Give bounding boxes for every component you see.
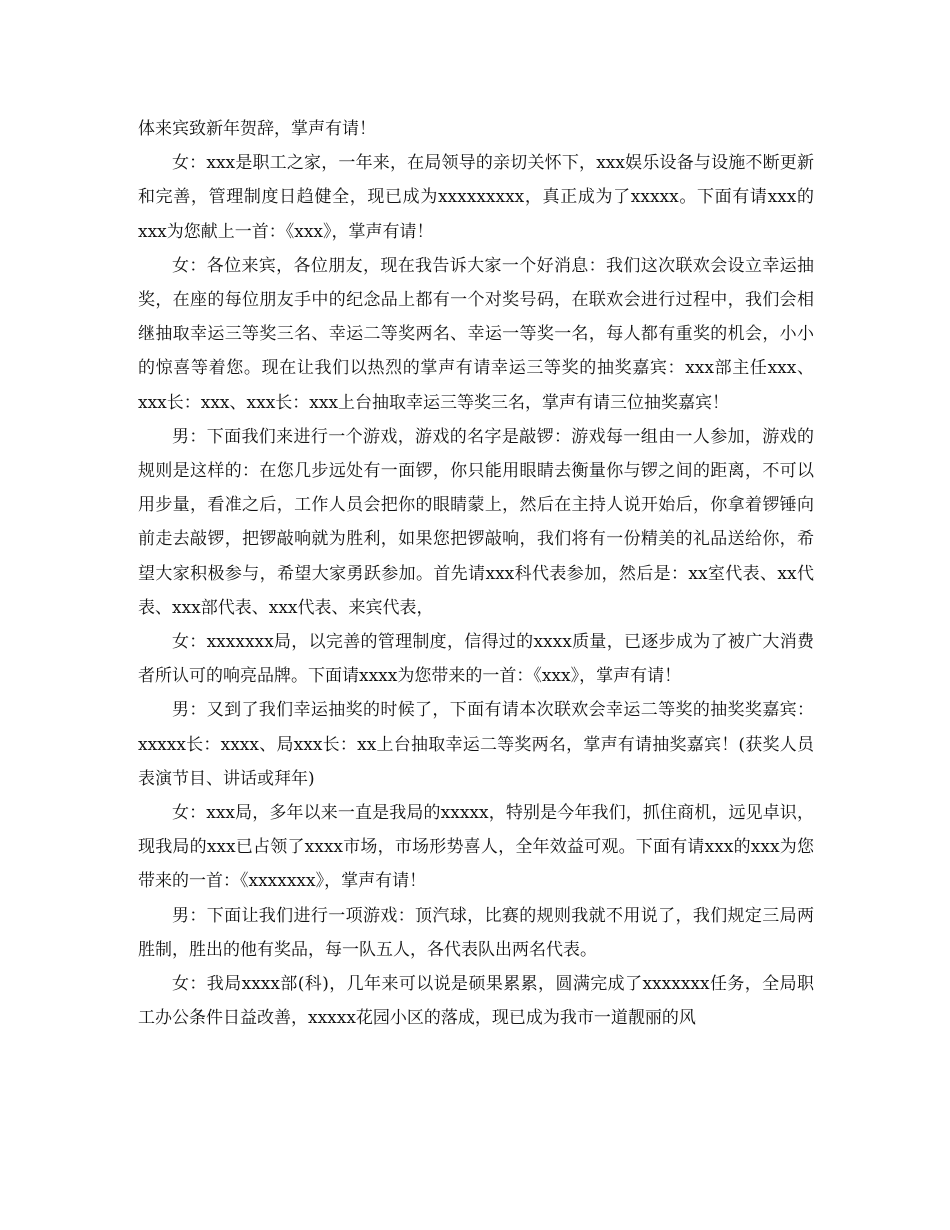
paragraph: 女：我局xxxx部(科)，几年来可以说是硕果累累，圆满完成了xxxxxxx任务，全局职工办公条件日益改善，xxxxx花园小区的落成，现已成为我市一道靓丽的风: [138, 974, 814, 1029]
paragraph: 男：下面让我们进行一项游戏：顶汽球，比赛的规则我就不用说了，我们规定三局两胜制，胜出的他有奖品，每一队五人，各代表队出两名代表。: [138, 905, 814, 960]
document-page: [138, 112, 814, 1035]
paragraph: 体来宾致新年贺辞，掌声有请！: [138, 119, 376, 139]
paragraph: 男：下面我们来进行一个游戏，游戏的名字是敲锣：游戏每一组由一人参加，游戏的规则是这样的：在您几步远处有一面锣，你只能用眼睛去衡量你与锣之间的距离，不可以用步量，看准之后，工作人员会把你的眼睛蒙上，然后在主持人说开始后，你拿着锣锤向前走去敲锣，把锣敲响就为胜利，如果您把锣敲响，我们将有一份精美的礼品送给你，希望大家积极参与，希望大家勇跃参加。首先请xxx科代表参加，然后是：xx室代表、xx代表、xxx部代表、xxx代表、来宾代表，: [138, 426, 814, 618]
paragraph: 女：各位来宾，各位朋友，现在我告诉大家一个好消息：我们这次联欢会设立幸运抽奖，在座的每位朋友手中的纪念品上都有一个对奖号码，在联欢会进行过程中，我们会相继抽取幸运三等奖三名、幸运二等奖两名、幸运一等奖一名，每人都有重奖的机会，小小的惊喜等着您。现在让我们以热烈的掌声有请幸运三等奖的抽奖嘉宾：xxx部主任xxx、xxx长：xxx、xxx长：xxx上台抽取幸运三等奖三名，掌声有请三位抽奖嘉宾！: [138, 255, 814, 413]
paragraph: 女：xxx是职工之家，一年来，在局领导的亲切关怀下，xxx娱乐设备与设施不断更新和完善，管理制度日趋健全，现已成为xxxxxxxxx，真正成为了xxxxx。下面有请xxx的xxx为您献上一首：《xxx》，掌声有请！: [138, 153, 814, 242]
paragraph: 女：xxx局，多年以来一直是我局的xxxxx，特别是今年我们，抓住商机，远见卓识，现我局的xxx已占领了xxxx市场，市场形势喜人，全年效益可观。下面有请xxx的xxx为您带来的一首：《xxxxxxx》，掌声有请！: [138, 803, 814, 892]
paragraph: 女：xxxxxxx局，以完善的管理制度，信得过的xxxx质量，已逐步成为了被广大消费者所认可的响亮品牌。下面请xxxx为您带来的一首：《xxx》，掌声有请！: [138, 632, 814, 687]
paragraph: 男：又到了我们幸运抽奖的时候了，下面有请本次联欢会幸运二等奖的抽奖奖嘉宾：xxxxx长：xxxx、局xxx长：xx上台抽取幸运二等奖两名，掌声有请抽奖嘉宾！(获奖人员表演节目、讲话或拜年): [138, 700, 814, 789]
